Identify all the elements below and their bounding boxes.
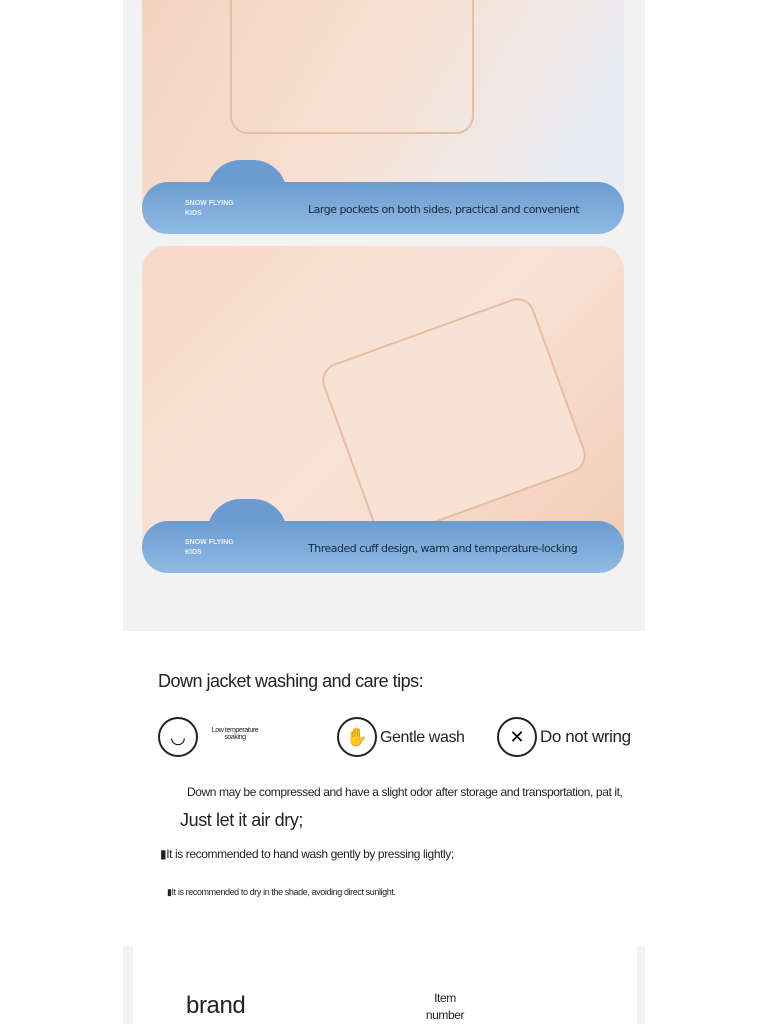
care-line: ▮It is recommended to hand wash gently by pressing lightly; (160, 847, 454, 861)
icon-label: Low temperature soaking (211, 727, 259, 741)
brand-tag: SNOW FLYING KIDS (185, 539, 234, 556)
care-line: Down may be compressed and have a slight odor after storage and transportation, pat it, (187, 785, 623, 799)
icon-label: Gentle wash (380, 729, 465, 746)
care-line: Just let it air dry; (180, 810, 304, 830)
care-line: ▮It is recommended to dry in the shade, avoiding direct sunlight. (167, 887, 396, 897)
low-temperature-soaking-icon: ◡ (158, 717, 198, 757)
icon-label: Do not wring (540, 727, 631, 746)
quilt-detail (230, 0, 474, 134)
caption-band (142, 521, 624, 573)
caption: Large pockets on both sides, practical and convenient (308, 203, 580, 216)
brand-tag: SNOW FLYING KIDS (185, 200, 234, 217)
do-not-wring-icon: ✕ (497, 717, 537, 757)
caption-band (142, 182, 624, 234)
spec-card (133, 946, 637, 1024)
pocket-photo (142, 0, 624, 234)
brand-label: brand (186, 992, 246, 1019)
caption: Threaded cuff design, warm and temperature-locking (308, 542, 578, 555)
gentle-wash-icon: ✋ (337, 717, 377, 757)
cuff-detail (317, 293, 590, 543)
care-title: Down jacket washing and care tips: (158, 671, 424, 691)
cuff-photo (142, 246, 624, 573)
item-number-label: Item number (425, 991, 465, 1022)
